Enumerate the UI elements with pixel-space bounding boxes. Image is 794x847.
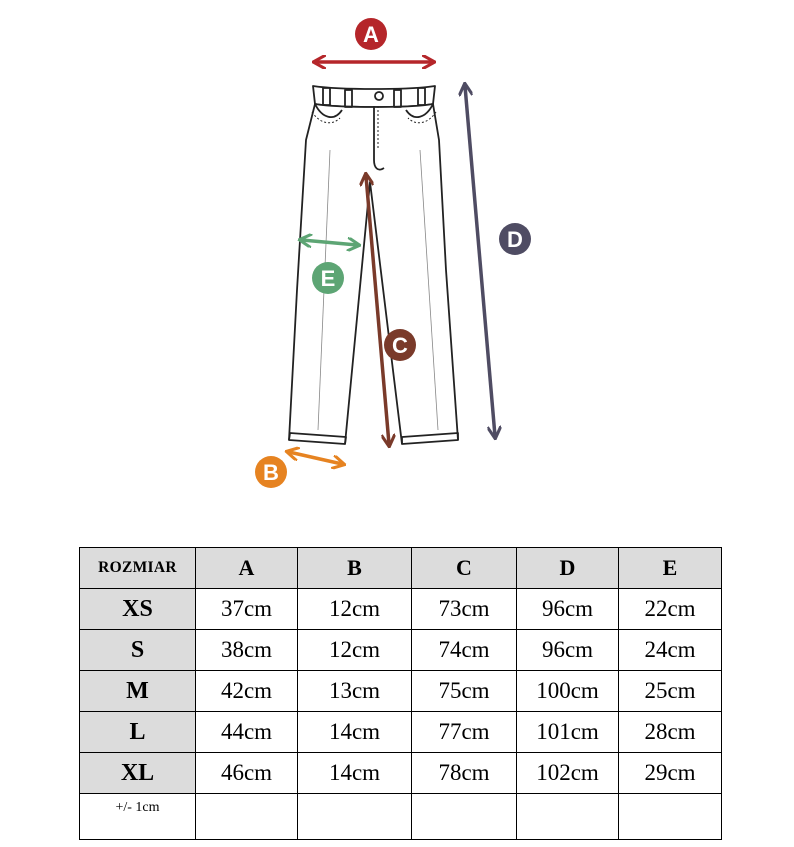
empty-cell — [517, 794, 619, 840]
size-table — [79, 547, 722, 840]
table-cell: 77cm — [412, 712, 517, 753]
table-cell: 74cm — [412, 630, 517, 671]
tolerance-row — [80, 794, 722, 840]
table-row — [80, 671, 722, 712]
table-cell: 73cm — [412, 589, 517, 630]
empty-cell — [412, 794, 517, 840]
table-row — [80, 753, 722, 794]
table-cell: 12cm — [298, 630, 412, 671]
empty-cell — [619, 794, 722, 840]
table-cell: 25cm — [619, 671, 722, 712]
empty-cell — [298, 794, 412, 840]
size-label: M — [80, 671, 196, 712]
table-cell: 37cm — [196, 589, 298, 630]
table-cell: 22cm — [619, 589, 722, 630]
tolerance-note: +/- 1cm — [80, 794, 196, 840]
size-label: XL — [80, 753, 196, 794]
column-header: B — [298, 548, 412, 589]
svg-text:C: C — [392, 333, 408, 358]
table-cell: 101cm — [517, 712, 619, 753]
table-cell: 102cm — [517, 753, 619, 794]
badge-a — [355, 18, 387, 50]
table-cell: 42cm — [196, 671, 298, 712]
svg-text:D: D — [507, 227, 523, 252]
badge-c — [384, 329, 416, 361]
table-row — [80, 589, 722, 630]
table-cell: 13cm — [298, 671, 412, 712]
table-cell: 14cm — [298, 712, 412, 753]
table-cell: 46cm — [196, 753, 298, 794]
arrow-d — [465, 86, 495, 436]
column-header: C — [412, 548, 517, 589]
badge-d — [499, 223, 531, 255]
table-cell: 29cm — [619, 753, 722, 794]
table-cell: 44cm — [196, 712, 298, 753]
table-cell: 24cm — [619, 630, 722, 671]
svg-text:B: B — [263, 460, 279, 485]
table-cell: 14cm — [298, 753, 412, 794]
table-row — [80, 712, 722, 753]
table-cell: 96cm — [517, 630, 619, 671]
table-cell: 78cm — [412, 753, 517, 794]
table-cell: 100cm — [517, 671, 619, 712]
size-label: S — [80, 630, 196, 671]
size-label: L — [80, 712, 196, 753]
table-cell: 75cm — [412, 671, 517, 712]
column-header: D — [517, 548, 619, 589]
svg-text:A: A — [363, 22, 379, 47]
table-cell: 38cm — [196, 630, 298, 671]
table-cell: 12cm — [298, 589, 412, 630]
arrow-b — [289, 452, 342, 464]
column-header: E — [619, 548, 722, 589]
badge-e — [312, 262, 344, 294]
svg-text:E: E — [320, 266, 336, 291]
size-label: XS — [80, 589, 196, 630]
table-cell: 96cm — [517, 589, 619, 630]
column-header: A — [196, 548, 298, 589]
table-row — [80, 630, 722, 671]
table-cell: 28cm — [619, 712, 722, 753]
table-header-row — [80, 548, 722, 589]
badge-b — [255, 456, 287, 488]
empty-cell — [196, 794, 298, 840]
corner-header: ROZMIAR — [80, 548, 196, 589]
